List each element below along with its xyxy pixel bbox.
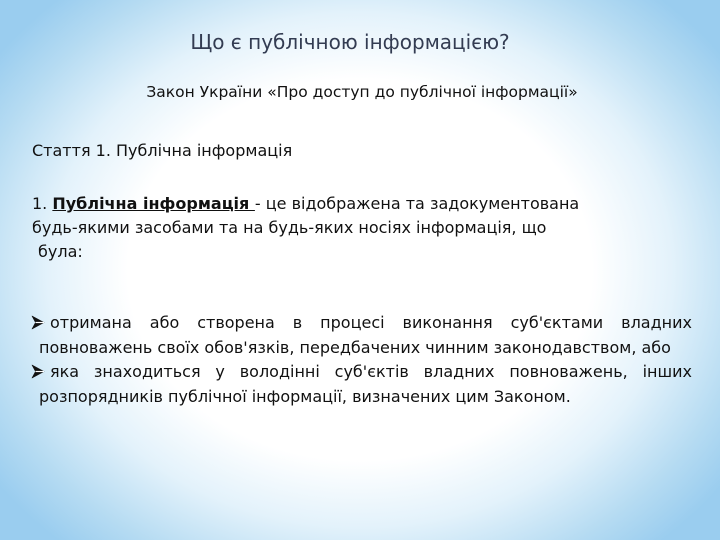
definition-paragraph xyxy=(32,192,692,264)
bullet-text: отримана або створена в процесі виконання суб'єктами владних повноважень своїх обов'язків, передбачених чинним законодавством, або xyxy=(39,313,692,357)
defined-term: Публічна інформація xyxy=(52,194,255,213)
arrow-bullet-icon xyxy=(31,364,45,379)
slide-title: Що є публічною інформацією? xyxy=(190,30,510,54)
arrow-bullet-icon xyxy=(31,315,45,330)
list-item xyxy=(34,360,692,409)
paragraph-number: 1. xyxy=(32,194,53,213)
law-title: Закон України «Про доступ до публічної інформації» xyxy=(146,83,578,101)
definition-line-1 xyxy=(32,192,692,216)
definition-line-2: будь-якими засобами та на будь-яких носіях інформація, що xyxy=(32,218,547,237)
definition-text: - це відображена та задокументована xyxy=(254,194,580,213)
bullet-list xyxy=(34,311,692,409)
article-heading: Стаття 1. Публічна інформація xyxy=(32,141,293,160)
list-item xyxy=(34,311,692,360)
bullet-text: яка знаходиться у володінні суб'єктів владних повноважень, інших розпорядників публічної інформації, визначених цим Законом. xyxy=(39,362,692,406)
definition-line-3: була: xyxy=(38,242,83,261)
